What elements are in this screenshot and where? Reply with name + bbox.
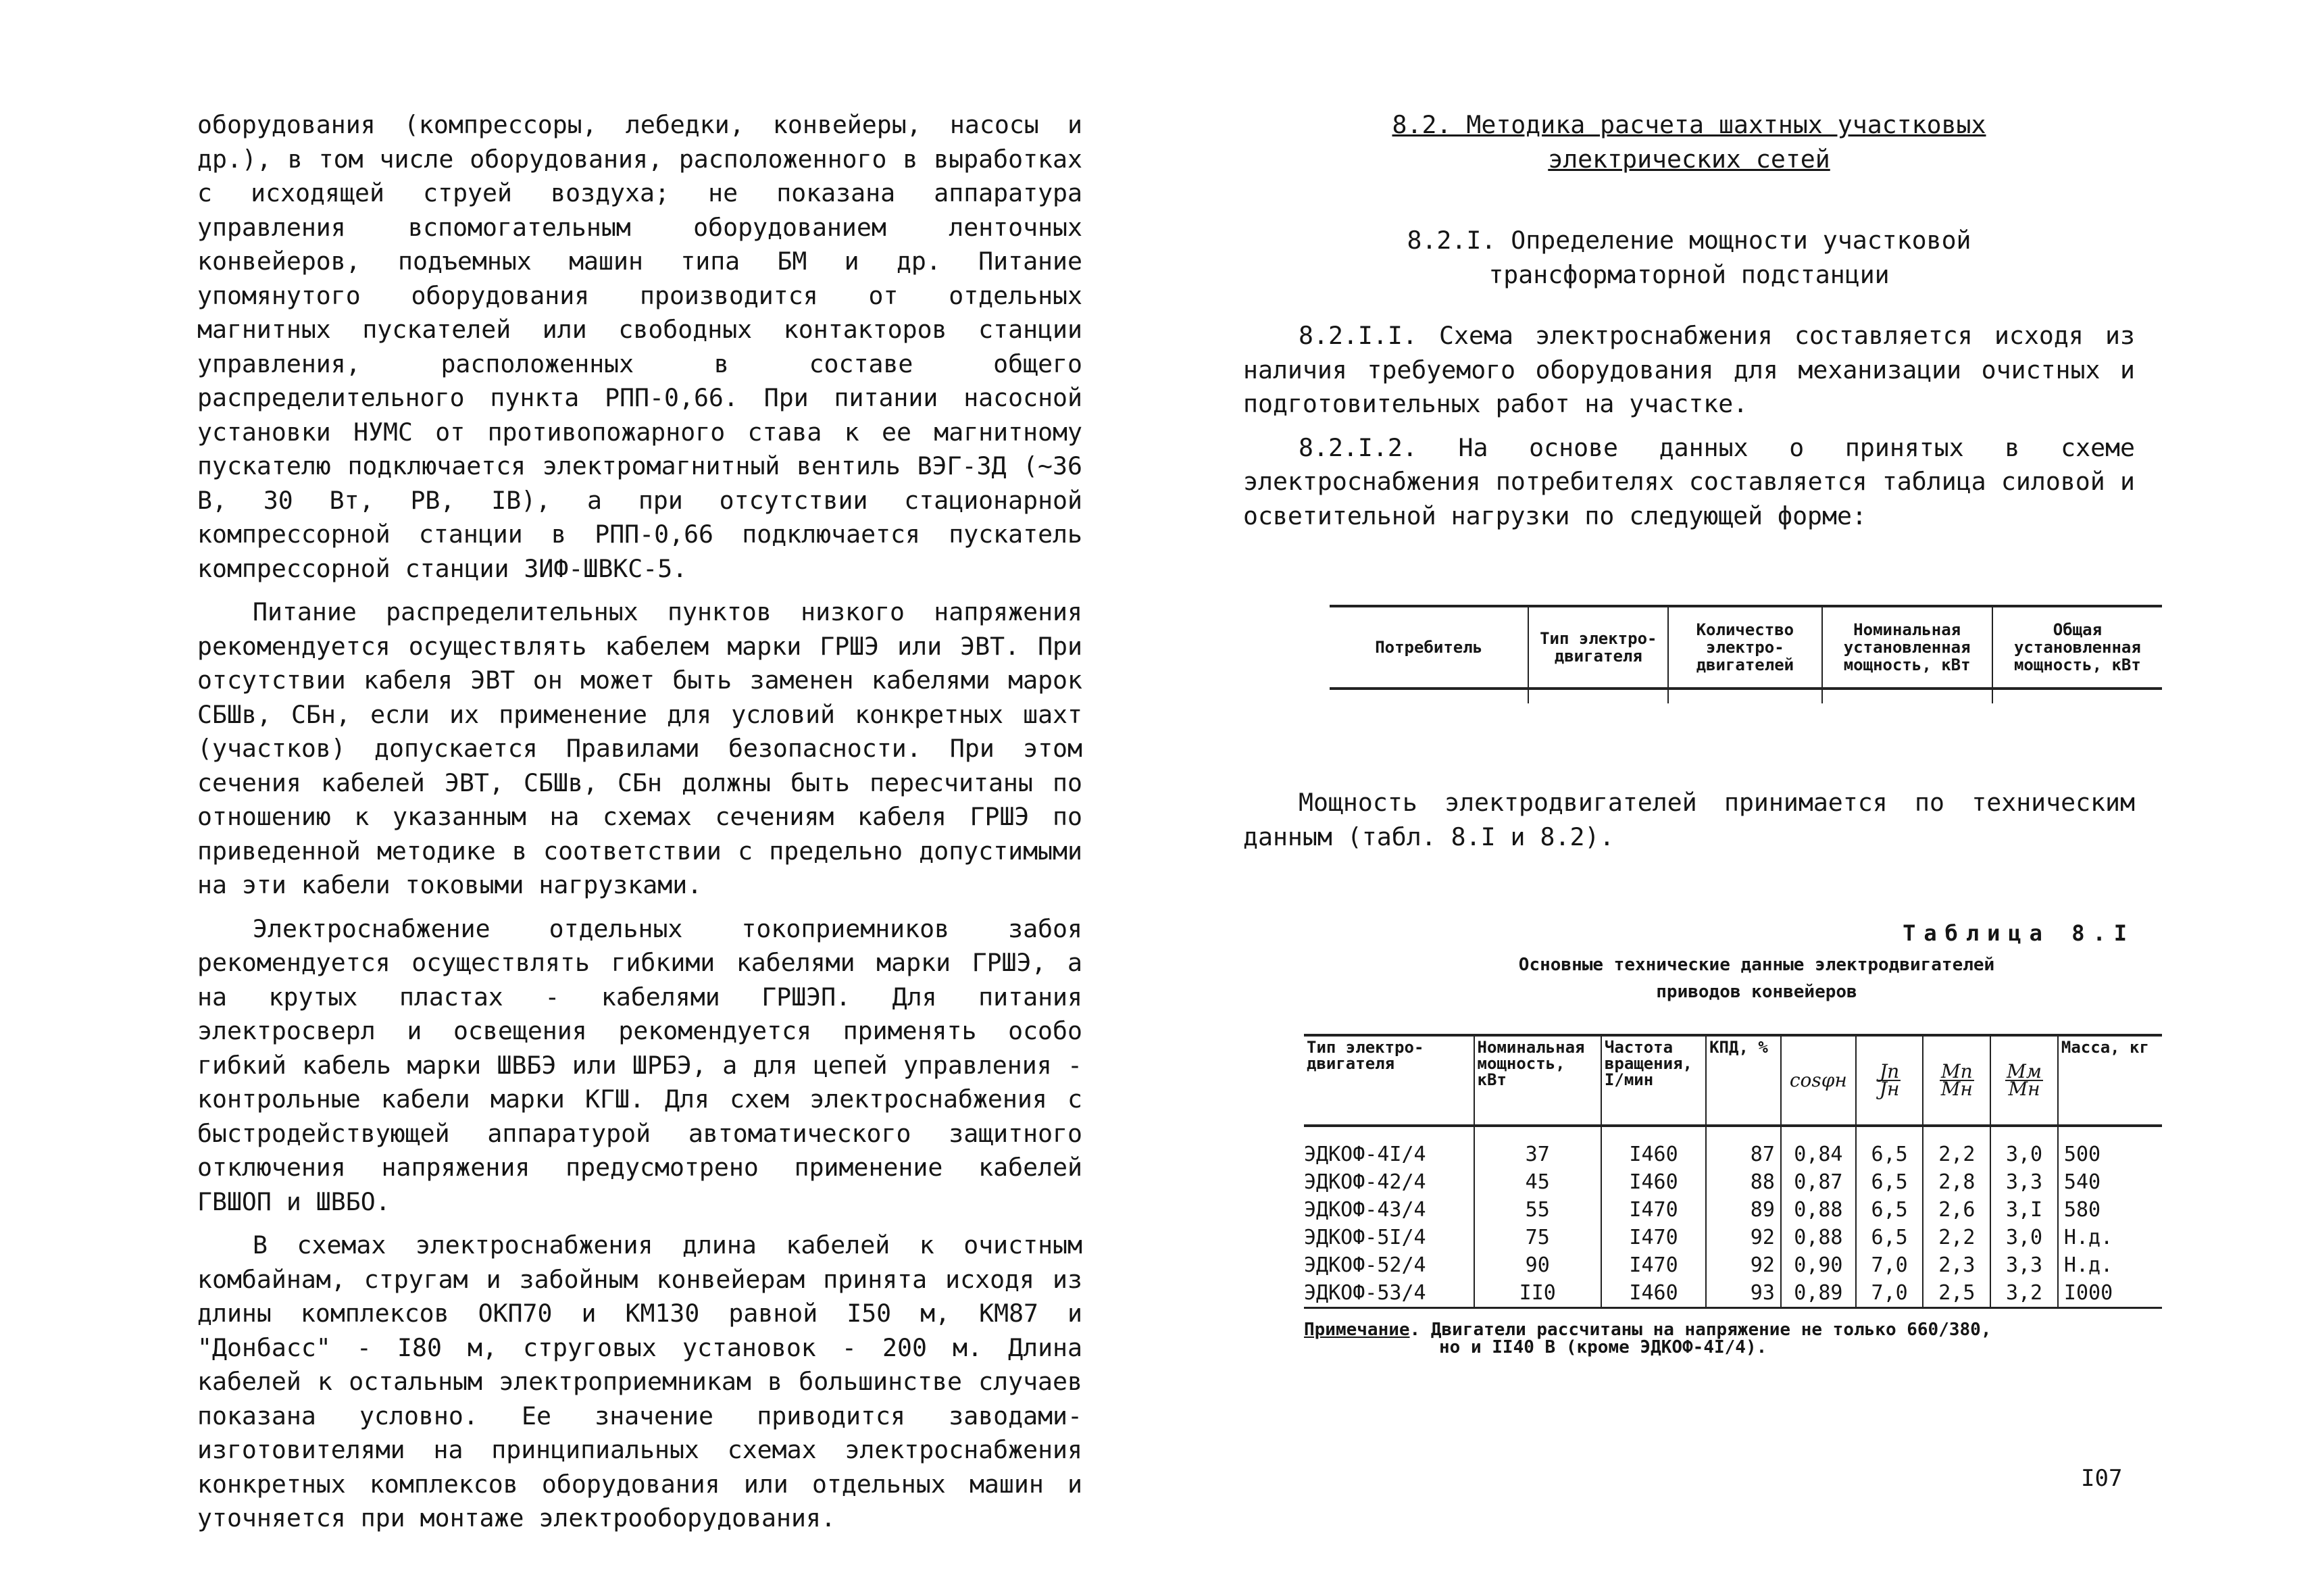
cell-kpd: 93 (1706, 1279, 1781, 1308)
mm-numerator: Мм (2007, 1060, 2042, 1082)
table-note (1304, 1321, 2182, 1356)
table-row (1304, 1279, 2162, 1308)
cell-mm: 3,I (1990, 1196, 2058, 1224)
cell-mass: 580 (2058, 1196, 2162, 1224)
cell-mm: 3,3 (1990, 1251, 2058, 1279)
note-label: Примечание (1304, 1320, 1410, 1340)
jp-denominator: Jн (1879, 1078, 1900, 1100)
cell-power: 37 (1474, 1126, 1601, 1168)
form-header-consumer: Потребитель (1330, 606, 1528, 689)
cell-type: ЭДКОФ-42/4 (1304, 1170, 1426, 1194)
paragraph-face-supply: Электроснабжение отдельных токоприемников забоя рекомендуется осуществлять гибкими кабелями марки ГРШЭ, а на крутых пластах - кабелями ГРШЭП. Для питания электросверл и освещения рекомендуется применять особо гибкий кабель марки ШВБЭ или ШРБЭ, а для цепей управления - контрольные кабели марки КГШ. Для схем электроснабжения с быстродействующей аппаратурой автоматического защитного отключения напряжения предусмотрено применение кабелей ГВШОП и ШВБО. (197, 914, 1082, 1216)
form-header-rated-power: Номинальная установленная мощность, кВт (1822, 606, 1992, 689)
paragraph-distribution-points: Питание распределительных пунктов низкого напряжения рекомендуется осуществлять кабелем марки ГРШЭ или ЭВТ. При отсутствии кабеля ЭВТ он может быть заменен кабелями марок СБШв, СБн, если их применение для условий конкретных шахт (участков) допускается Правилами безопасности. При этом сечения кабелей ЭВТ, СБШв, СБн должны быть пересчитаны по отношению к указанным на схемах сечениям кабеля ГРШЭ по приведенной методике в соответствии с предельно допустимыми на эти кабели токовыми нагрузками. (197, 597, 1082, 899)
cell-type: ЭДКОФ-5I/4 (1304, 1226, 1426, 1249)
cell-mp: 2,2 (1923, 1126, 1990, 1168)
section-heading (1243, 108, 2135, 176)
cell-speed: I470 (1601, 1251, 1706, 1279)
cell-mp: 2,3 (1923, 1251, 1990, 1279)
left-column (197, 108, 1082, 1545)
section-heading-line1: 8.2. Методика расчета шахтных участковых (1392, 110, 1986, 139)
cell-speed: I470 (1601, 1224, 1706, 1251)
header-jp-ratio (1856, 1035, 1923, 1126)
header-kpd: КПД, % (1706, 1035, 1781, 1126)
paragraph-cable-length: В схемах электроснабжения длина кабелей к очистным комбайнам, стругам и забойным конвейерам принята исходя из длины комплексов ОКП70 и КМ130 равной I50 м, КМ87 и "Донбасс" - I80 м, струговых установок - 200 м. Длина кабелей к остальным электроприемникам в большинстве случаев показана условно. Ее значение приводится заводами-изготовителями на принципиальных схемах электроснабжения конкретных комплексов оборудования или отдельных машин и уточняется при монтаже электрооборудования. (197, 1230, 1082, 1532)
cell-speed: I460 (1601, 1126, 1706, 1168)
table-title-line1: Основные технические данные электродвигателей (1518, 955, 1995, 975)
table-row (1304, 1224, 2162, 1251)
header-type: Тип электро-двигателя (1304, 1035, 1474, 1126)
header-mm-ratio (1990, 1035, 2058, 1126)
cell-mass: 500 (2058, 1126, 2162, 1168)
subsection-heading-line2: трансформаторной подстанции (1488, 259, 1890, 289)
cell-jp: 6,5 (1856, 1196, 1923, 1224)
cell-mass: 540 (2058, 1168, 2162, 1196)
cell-mass: Н.д. (2058, 1251, 2162, 1279)
header-speed: Частота вращения, I/мин (1601, 1035, 1706, 1126)
cell-type: ЭДКОФ-4I/4 (1304, 1143, 1426, 1166)
table-row (1304, 1168, 2162, 1196)
cell-power: II0 (1474, 1279, 1601, 1308)
cell-speed: I460 (1601, 1279, 1706, 1308)
header-power: Номинальная мощность, кВт (1474, 1035, 1601, 1126)
header-mp-ratio (1923, 1035, 1990, 1126)
cell-kpd: 88 (1706, 1168, 1781, 1196)
table-row (1304, 1196, 2162, 1224)
load-form-table (1330, 605, 2162, 703)
section-heading-line2: электрических сетей (1548, 144, 1830, 174)
table-number: Таблица 8.I (1903, 920, 2135, 946)
cell-cos: 0,89 (1781, 1279, 1856, 1308)
cell-speed: I460 (1601, 1168, 1706, 1196)
cell-cos: 0,88 (1781, 1196, 1856, 1224)
cell-mm: 3,0 (1990, 1224, 2058, 1251)
note-text-continued: но и II40 В (кроме ЭДКОФ-4I/4). (1439, 1337, 1767, 1357)
cell-mp: 2,6 (1923, 1196, 1990, 1224)
cell-cos: 0,88 (1781, 1224, 1856, 1251)
cell-jp: 6,5 (1856, 1168, 1923, 1196)
cell-kpd: 89 (1706, 1196, 1781, 1224)
form-empty-row (1330, 689, 2162, 703)
header-cos: cosφн (1781, 1035, 1856, 1126)
form-header-motor-count: Количество электро-двигателей (1668, 606, 1821, 689)
mp-denominator: Мн (1940, 1078, 1973, 1100)
paragraph-equipment-supply: оборудования (компрессоры, лебедки, конвейеры, насосы и др.), в том числе оборудования, расположенного в выработках с исходящей струей воздуха; не показана аппаратура управления вспомогательным оборудованием ленточных конвейеров, подъемных машин типа БМ и др. Питание упомянутого оборудования производится от отдельных магнитных пускателей или свободных контакторов станции управления, расположенных в составе общего распределительного пункта РПП-0,66. При питании насосной установки НУМС от противопожарного става к ее магнитному пускателю подключается электромагнитный вентиль ВЭГ-3Д (~36 В, 30 Вт, РВ, IВ), а при отсутствии стационарной компрессорной станции в РПП-0,66 подключается пускатель компрессорной станции ЗИФ-ШВКС-5. (197, 110, 1082, 583)
mm-denominator: Мн (2008, 1078, 2040, 1100)
cell-mm: 3,2 (1990, 1279, 2058, 1308)
table-title (1378, 951, 2135, 1005)
jp-numerator: Jп (1878, 1064, 1901, 1081)
cell-mm: 3,3 (1990, 1168, 2058, 1196)
cell-power: 55 (1474, 1196, 1601, 1224)
motor-data-table (1304, 1034, 2162, 1309)
right-column (1243, 108, 2135, 543)
table-row (1304, 1126, 2162, 1168)
paragraph-motor-power: Мощность электродвигателей принимается по техническим данным (табл. 8.I и 8.2). (1243, 788, 2135, 851)
paragraph-scheme: 8.2.I.I. Схема электроснабжения составляется исходя из наличия требуемого оборудования для механизации очистных и подготовительных работ на участке. (1243, 321, 2135, 418)
note-text: . Двигатели рассчитаны на напряжение не только 660/380, (1409, 1320, 1992, 1340)
form-header-total-power: Общая установленная мощность, кВт (1992, 606, 2162, 689)
cell-cos: 0,90 (1781, 1251, 1856, 1279)
table-row (1304, 1251, 2162, 1279)
form-header-motor-type: Тип электро-двигателя (1528, 606, 1668, 689)
header-mass: Масса, кг (2058, 1035, 2162, 1126)
cell-speed: I470 (1601, 1196, 1706, 1224)
page-number: I07 (2081, 1465, 2123, 1492)
paragraph-load-table: 8.2.I.2. На основе данных о принятых в схеме электроснабжения потребителях составляется таблица силовой и осветительной нагрузки по следующей форме: (1243, 432, 2135, 530)
cell-jp: 6,5 (1856, 1224, 1923, 1251)
cell-kpd: 92 (1706, 1224, 1781, 1251)
cell-power: 45 (1474, 1168, 1601, 1196)
cell-type: ЭДКОФ-43/4 (1304, 1198, 1426, 1222)
table-title-line2: приводов конвейеров (1656, 982, 1857, 1002)
subsection-heading (1243, 224, 2135, 292)
cell-mp: 2,5 (1923, 1279, 1990, 1308)
mp-numerator: Мп (1940, 1064, 1974, 1081)
cell-cos: 0,87 (1781, 1168, 1856, 1196)
cell-kpd: 92 (1706, 1251, 1781, 1279)
cell-mass: Н.д. (2058, 1224, 2162, 1251)
cell-jp: 6,5 (1856, 1126, 1923, 1168)
cell-mass: I000 (2058, 1279, 2162, 1308)
cell-type: ЭДКОФ-52/4 (1304, 1253, 1426, 1277)
cell-cos: 0,84 (1781, 1126, 1856, 1168)
cell-power: 75 (1474, 1224, 1601, 1251)
cell-mp: 2,8 (1923, 1168, 1990, 1196)
cell-jp: 7,0 (1856, 1251, 1923, 1279)
cell-kpd: 87 (1706, 1126, 1781, 1168)
cell-power: 90 (1474, 1251, 1601, 1279)
cell-mp: 2,2 (1923, 1224, 1990, 1251)
subsection-heading-line1: 8.2.I. Определение мощности участковой (1407, 226, 1971, 255)
cell-type: ЭДКОФ-53/4 (1304, 1279, 1474, 1308)
cell-jp: 7,0 (1856, 1279, 1923, 1308)
cell-mm: 3,0 (1990, 1126, 2058, 1168)
